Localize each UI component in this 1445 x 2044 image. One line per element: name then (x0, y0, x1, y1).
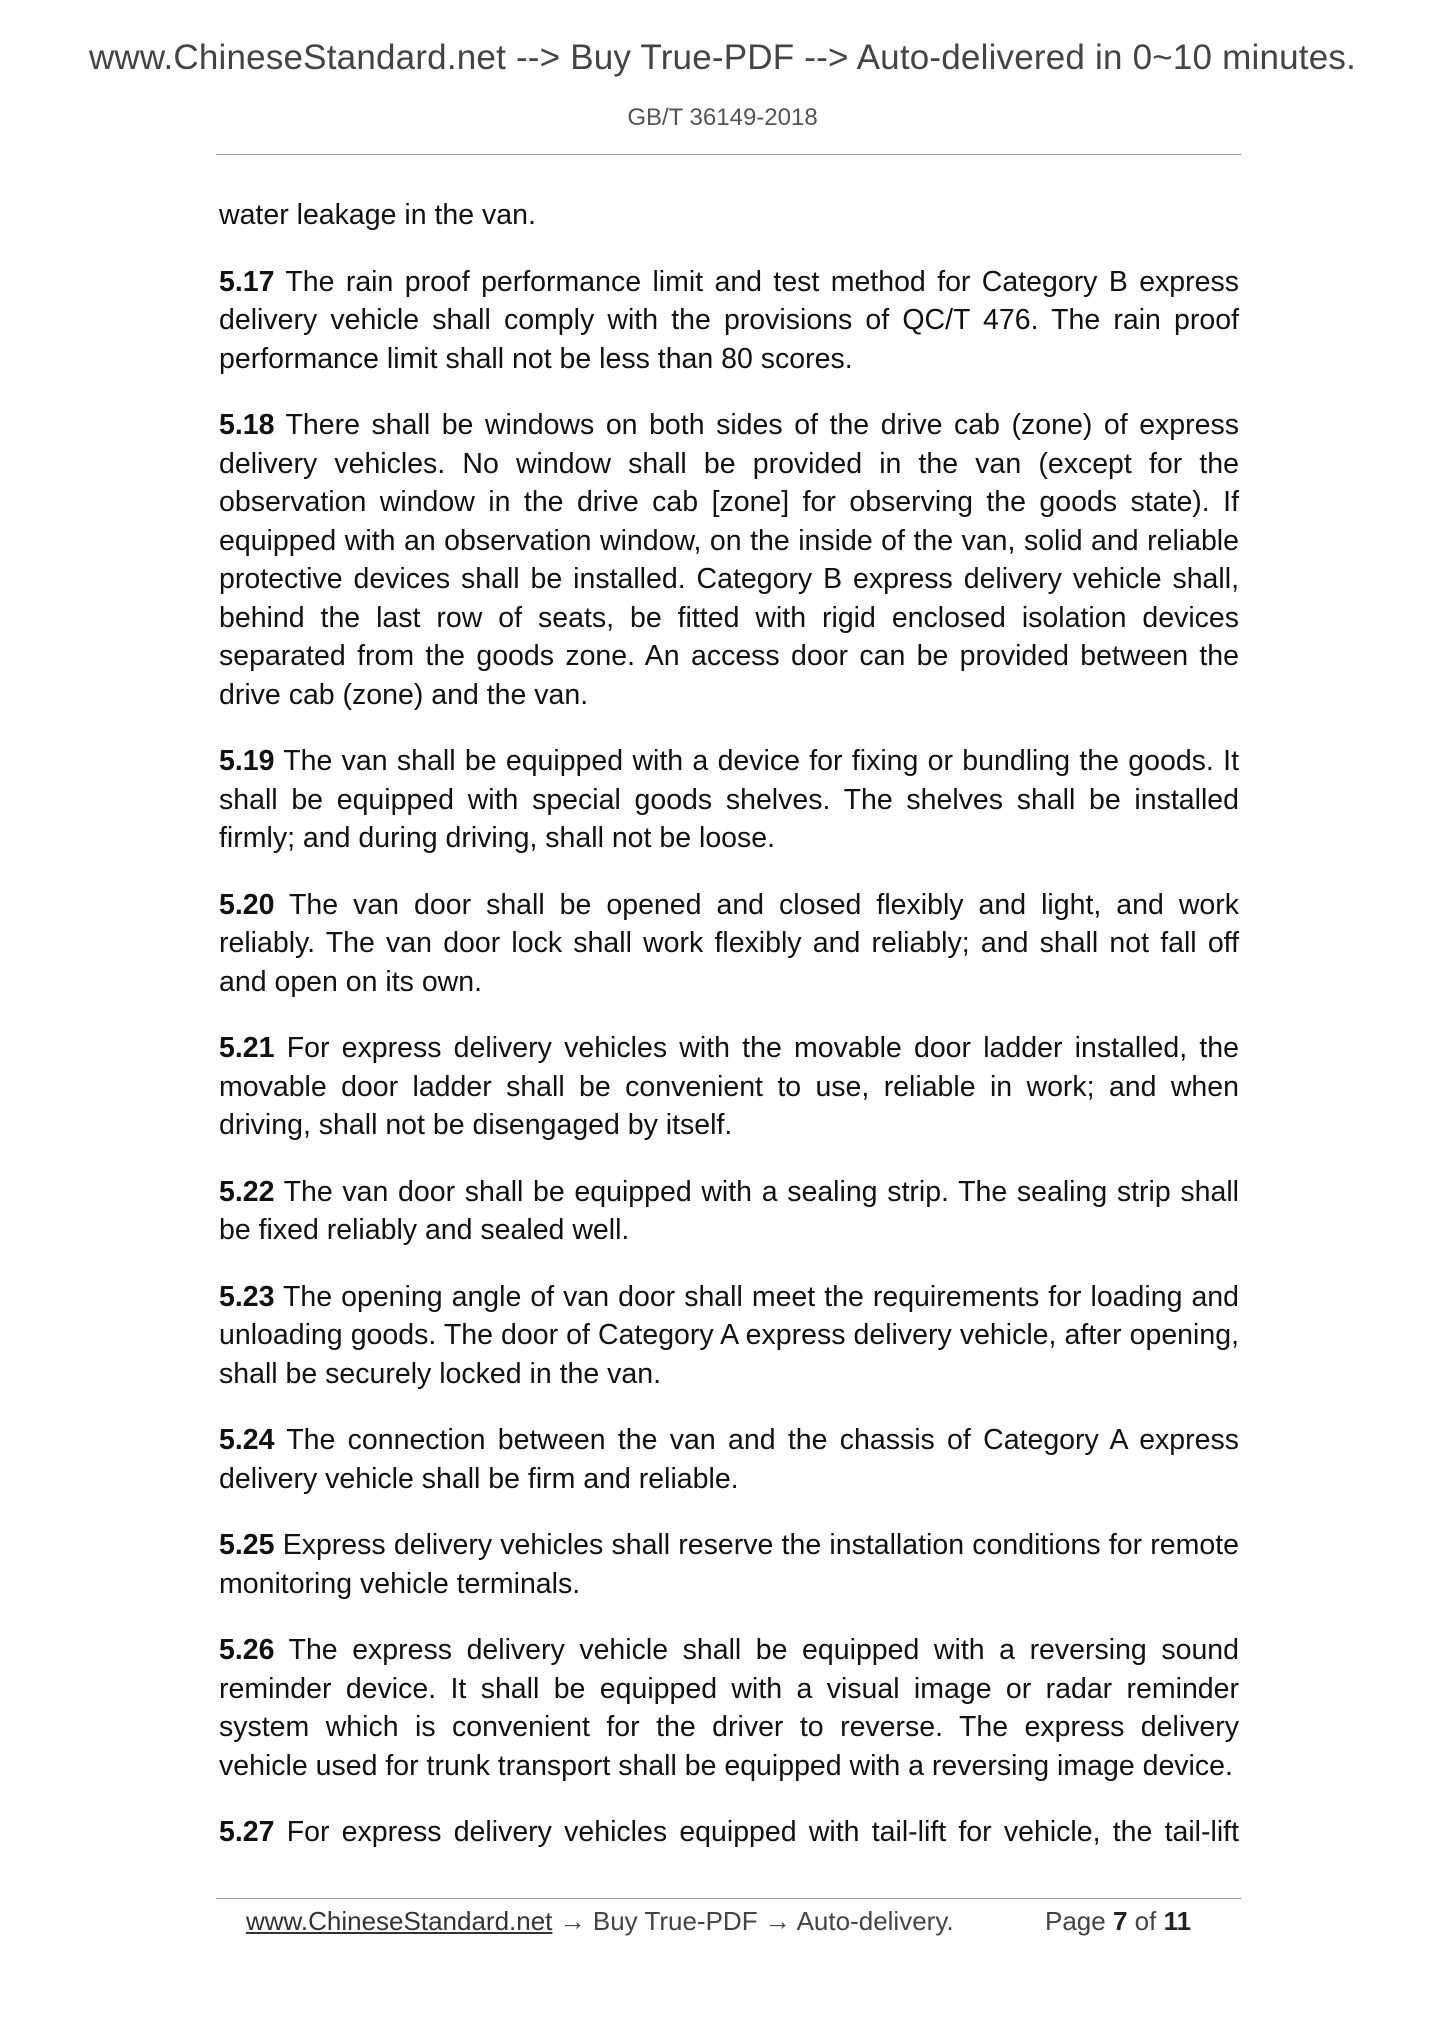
clause-number: 5.27 (219, 1816, 275, 1848)
clause-text: The van shall be equipped with a device for fixing or bundling the goods. It shall be equipped with special goods shelves. The shelves shall be installed firmly; and during driving, shall not be loose. (219, 745, 1239, 854)
arrow-right-icon: → (764, 1906, 791, 1936)
clause-text: For express delivery vehicles with the movable door ladder installed, the movable door ladder shall be convenient to use, reliable in work; and when driving, shall not be disengaged by itself. (219, 1032, 1239, 1141)
clause-number: 5.25 (219, 1529, 275, 1561)
clause-text: There shall be windows on both sides of the drive cab (zone) of express delivery vehicles. No window shall be provided in the van (except for the observation window in the drive cab [zone] for observing the goods state). If equipped with an observation window, on the inside of the van, solid and reliable protective devices shall be installed. Category B express delivery vehicle shall, behind the last row of seats, be fitted with rigid enclosed isolation devices separated from the goods zone. An access door can be provided between the drive cab (zone) and the van. (219, 409, 1239, 711)
page-indicator (1045, 1906, 1191, 1937)
clause-text: Express delivery vehicles shall reserve the installation conditions for remote monitoring vehicle terminals. (219, 1529, 1239, 1600)
clause-5-22 (219, 1173, 1239, 1250)
of-label: of (1134, 1906, 1157, 1936)
document-body (219, 196, 1239, 1880)
clause-5-20 (219, 886, 1239, 1002)
clause-5-27 (219, 1813, 1239, 1852)
arrow-right-icon: → (559, 1906, 586, 1936)
clause-text: The rain proof performance limit and test method for Category B express delivery vehicle shall comply with the provisions of QC/T 476. The rain proof performance limit shall not be less than 80 scores. (219, 265, 1239, 375)
clause-5-17 (219, 263, 1239, 379)
clause-text: The connection between the van and the chassis of Category A express delivery vehicle shall be firm and reliable. (219, 1424, 1239, 1495)
clause-5-19 (219, 742, 1239, 858)
page-footer (0, 1906, 1445, 1946)
clause-5-23 (219, 1278, 1239, 1394)
clause-text: The van door shall be equipped with a sealing strip. The sealing strip shall be fixed reliably and sealed well. (219, 1175, 1239, 1246)
current-page-number: 7 (1112, 1906, 1128, 1936)
clause-text: The express delivery vehicle shall be equipped with a reversing sound reminder device. It shall be equipped with a visual image or radar reminder system which is convenient for the driver to reverse. The express delivery vehicle used for trunk transport shall be equipped with a reversing image device. (219, 1634, 1239, 1782)
clause-number: 5.18 (219, 409, 275, 441)
clause-number: 5.21 (219, 1032, 275, 1064)
footer-promo (246, 1906, 954, 1937)
clause-text: For express delivery vehicles equipped with tail-lift for vehicle, the tail-lift (274, 1816, 1239, 1848)
clause-5-25 (219, 1526, 1239, 1603)
footer-auto-text: Auto-delivery. (790, 1906, 954, 1936)
clause-text: The van door shall be opened and closed flexibly and light, and work reliably. The van door lock shall work flexibly and reliably; and shall not fall off and open on its own. (219, 888, 1239, 998)
total-pages-number: 11 (1163, 1906, 1192, 1936)
paragraph-text: water leakage in the van. (219, 199, 536, 231)
clause-number: 5.20 (219, 888, 275, 921)
clause-5-24 (219, 1421, 1239, 1498)
document-code: GB/T 36149-2018 (627, 104, 818, 131)
page-label: Page (1045, 1906, 1106, 1936)
clause-number: 5.23 (219, 1280, 275, 1313)
footer-divider (216, 1898, 1241, 1899)
footer-buy-text: Buy True-PDF (585, 1906, 765, 1936)
paragraph-continuation (219, 196, 1239, 235)
header-banner: www.ChineseStandard.net --> Buy True-PDF --> Auto-delivered in 0~10 minutes. (88, 38, 1357, 77)
clause-5-21 (219, 1029, 1239, 1145)
header-divider (216, 154, 1241, 155)
clause-text: The opening angle of van door shall meet the requirements for loading and unloading goods. The door of Category A express delivery vehicle, after opening, shall be securely locked in the van. (219, 1280, 1239, 1390)
clause-5-26 (219, 1631, 1239, 1785)
clause-number: 5.26 (219, 1634, 275, 1666)
clause-number: 5.19 (219, 745, 275, 777)
clause-number: 5.22 (219, 1175, 275, 1208)
clause-number: 5.17 (219, 265, 275, 298)
clause-5-18 (219, 406, 1239, 714)
clause-number: 5.24 (219, 1424, 275, 1456)
footer-site-link[interactable]: www.ChineseStandard.net (246, 1906, 553, 1936)
